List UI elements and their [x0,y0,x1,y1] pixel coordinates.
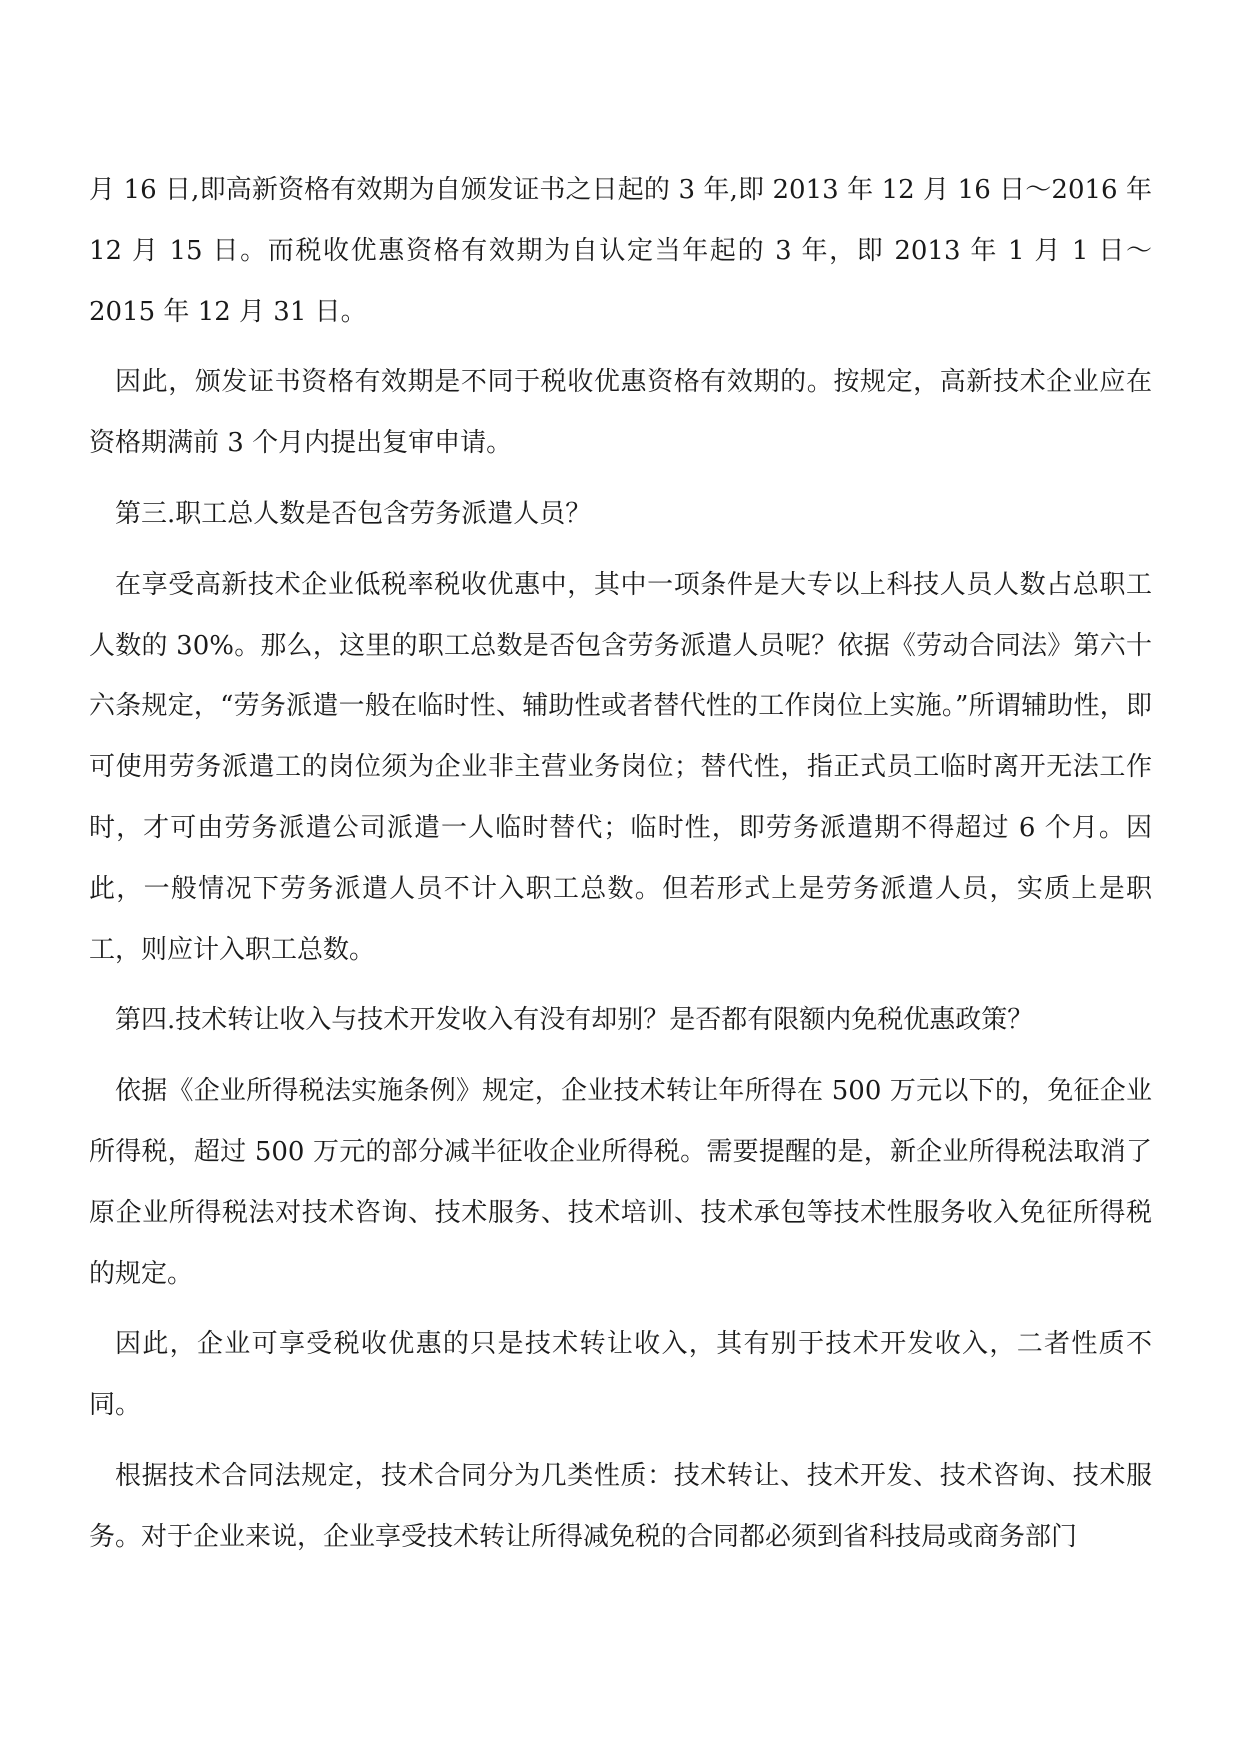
paragraph-transfer-vs-development: 因此，企业可享受税收优惠的只是技术转让收入，其有别于技术开发收入，二者性质不同。 [89,1329,1152,1421]
section-heading-fourth: 第四.技术转让收入与技术开发收入有没有却别？是否都有限额内免税优惠政策？ [115,1005,1034,1036]
paragraph-dispatched-workers: 在享受高新技术企业低税率税收优惠中，其中一项条件是大专以上科技人员人数占总职工人数的 30%。那么，这里的职工总数是否包含劳务派遣人员呢？依据《劳动合同法》第六十六条规定，“劳务派遣一般在临时性、辅助性或者替代性的工作岗位上实施。”所谓辅助性，即可使用劳务派遣工的岗位须为企业非主营业务岗位；替代性，指正式员工临时离开无法工作时，才可由劳务派遣公司派遣一人临时替代；临时性，即劳务派遣期不得超过 6 个月。因此，一般情况下劳务派遣人员不计入职工总数。但若形式上是劳务派遣人员，实质上是职工，则应计入职工总数。 [89,569,1152,965]
section-heading-third: 第三.职工总人数是否包含劳务派遣人员？ [115,498,592,529]
paragraph-renewal-timing: 因此，颁发证书资格有效期是不同于税收优惠资格有效期的。按规定，高新技术企业应在资格期满前 3 个月内提出复审申请。 [89,367,1152,459]
paragraph-validity-continuation: 月 16 日,即高新资格有效期为自颁发证书之日起的 3 年,即 2013 年 12 月 16 日～2016 年 12 月 15 日。而税收优惠资格有效期为自认定当年起的 3 年，即 2013 年 1 月 1 日～2015 年 12 月 31 日。 [89,175,1152,327]
paragraph-technology-contracts: 根据技术合同法规定，技术合同分为几类性质：技术转让、技术开发、技术咨询、技术服务。对于企业来说，企业享受技术转让所得减免税的合同都必须到省科技局或商务部门 [89,1460,1152,1552]
paragraph-transfer-income-rules: 依据《企业所得税法实施条例》规定，企业技术转让年所得在 500 万元以下的，免征企业所得税，超过 500 万元的部分减半征收企业所得税。需要提醒的是，新企业所得税法取消了原企业所得税法对技术咨询、技术服务、技术培训、技术承包等技术性服务收入免征所得税的规定。 [89,1076,1152,1289]
document-body [89,160,1152,1568]
